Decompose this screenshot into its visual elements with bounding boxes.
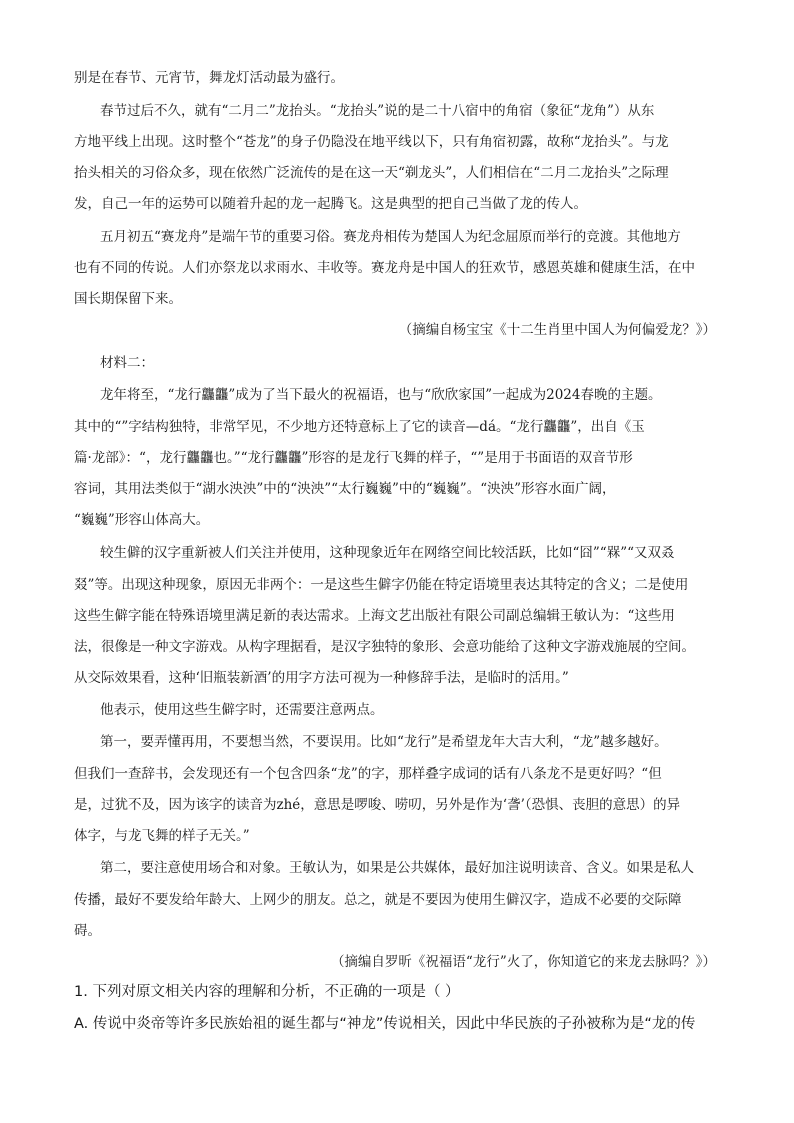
text-line: 春节过后不久，就有“二月二”龙抬头。“龙抬头”说的是二十八宿中的角宿（象征“龙角”）从东 [100, 103, 655, 119]
text-line: 这些生僻字能在特殊语境里满足新的表达需求。上海文艺出版社有限公司副总编辑王敏认为：“这些用 [74, 608, 675, 624]
text-line: 传播，最好不要发给年龄大、上网少的朋友。总之，就是不要因为使用生僻汉字，造成不必要的交际障 [74, 892, 682, 908]
text-line: 他表示，使用这些生僻字时，还需要注意两点。 [100, 702, 384, 718]
text-line: 篇·龙部》：“，龙行龘龘也。”“龙行龘龘”形容的是龙行飞舞的样子，“”是用于书面语的双音节形 [74, 450, 633, 466]
text-line: 是，过犹不及，因为该字的读音为zhé，意思是啰唆、唠叨，另外是作为‘詟’（恐惧、丧胆的意思）的异 [74, 797, 681, 813]
text-line: “巍巍”形容山体高大。 [74, 512, 210, 528]
text-line: 第一，要弄懂再用，不要想当然，不要误用。比如“龙行”是希望龙年大吉大利，“龙”越多越好。 [100, 734, 668, 750]
text-line: 容词，其用法类似于“湖水泱泱”中的“泱泱”“太行巍巍”中的“巍巍”。“泱泱”形容水面广阔， [74, 481, 616, 497]
text-line: 法，很像是一种文字游戏。从构字理据看，是汉字独特的象形、会意功能给了这种文字游戏施展的空间。 [74, 639, 695, 655]
text-line: 从交际效果看，这种‘旧瓶装新酒’的用字方法可视为一种修辞手法，是临时的活用。” [74, 670, 569, 686]
text-line: 抬头相关的习俗众多，现在依然广泛流传的是在这一天“剃龙头”，人们相信在“二月二龙抬头”之际理 [74, 165, 669, 181]
text-line: 发，自己一年的运势可以随着升起的龙一起腾飞。这是典型的把自己当做了龙的传人。 [74, 196, 587, 212]
text-line: 但我们一查辞书，会发现还有一个包含四条“龙”的字，那样叠字成词的话有八条龙不是更好吗？“但 [74, 766, 662, 782]
text-line: 较生僻的汉字重新被人们关注并使用，这种现象近年在网络空间比较活跃，比如“囧”“槑”“又双叒 [100, 545, 675, 561]
answer-option-a: A. 传说中炎帝等许多民族始祖的诞生都与“神龙”传说相关，因此中华民族的子孙被称为是“龙的传 [74, 1016, 696, 1032]
section-heading: 材料二： [100, 355, 154, 371]
text-line: 其中的“”字结构独特，非常罕见，不少地方还特意标上了它的读音—dá。“龙行龘龘”，出自《玉 [74, 419, 645, 435]
text-line: 龙年将至，“龙行龘龘”成为了当下最火的祝福语，也与“欣欣家国”一起成为2024春晚的主题。 [100, 387, 662, 403]
question-stem: 1. 下列对原文相关内容的理解和分析，不正确的一项是（ ） [74, 984, 460, 1000]
text-line: 五月初五“赛龙舟”是端午节的重要习俗。赛龙舟相传为楚国人为纪念屈原而举行的竞渡。其他地方 [100, 229, 681, 245]
text-line: 方地平线上出现。这时整个“苍龙”的身子仍隐没在地平线以下，只有角宿初露，故称“龙抬头”。与龙 [74, 134, 669, 150]
source-citation: （摘编自杨宝宝《十二生肖里中国人为何偏爱龙？》） [398, 322, 716, 338]
text-line: 国长期保留下来。 [74, 291, 182, 307]
text-line: 第二，要注意使用场合和对象。王敏认为，如果是公共媒体，最好加注说明读音、含义。如果是私人 [100, 860, 694, 876]
source-citation: （摘编自罗昕《祝福语“龙行”火了，你知道它的来龙去脉吗？》） [330, 954, 716, 970]
text-line: 别是在春节、元宵节，舞龙灯活动最为盛行。 [74, 70, 344, 86]
text-line: 体字，与龙飞舞的样子无关。” [74, 828, 250, 844]
text-line: 也有不同的传说。人们亦祭龙以求雨水、丰收等。赛龙舟是中国人的狂欢节，感恩英雄和健康生活，在中 [74, 260, 695, 276]
text-line: 碍。 [74, 923, 101, 939]
text-line: 叕”等。出现这种现象，原因无非两个：一是这些生僻字仍能在特定语境里表达其特定的含义；二是使用 [74, 577, 689, 593]
